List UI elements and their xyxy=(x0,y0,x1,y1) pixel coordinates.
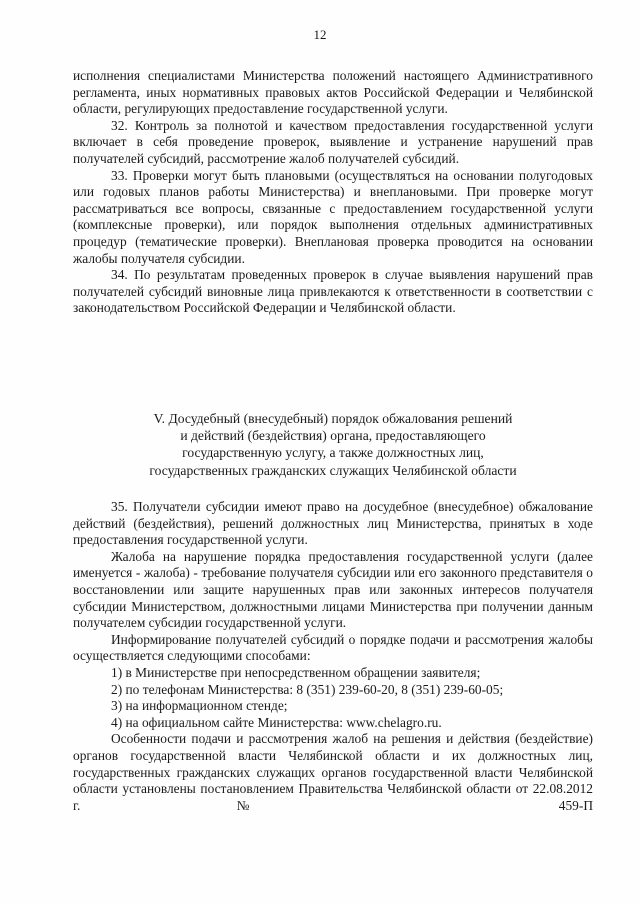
heading-line: и действий (бездействия) органа, предоставляющего xyxy=(180,428,486,444)
bottom-text-block xyxy=(73,499,593,814)
paragraph-32: 32. Контроль за полнотой и качеством предоставления государственной услуги включает в себя проведение проверок, выявление и устранение нарушений прав получателей субсидий, рассмотрение жалоб получателей субсидий. xyxy=(73,117,593,166)
heading-line: государственных гражданских служащих Челябинской области xyxy=(149,462,517,478)
heading-line: государственную услугу, а также должностных лиц, xyxy=(182,445,484,461)
list-item-method-4: 4) на официальном сайте Министерства: www.chelagro.ru. xyxy=(111,714,442,730)
paragraph-informing: Информирование получателей субсидий о порядке подачи и рассмотрения жалобы осуществляется следующими способами: xyxy=(73,631,593,664)
top-text-block xyxy=(73,68,593,317)
heading-line: V. Досудебный (внесудебный) порядок обжалования решений xyxy=(153,411,513,426)
list-item-method-2: 2) по телефонам Министерства: 8 (351) 239-60-20, 8 (351) 239-60-05; xyxy=(111,681,504,697)
paragraph-continuation: исполнения специалистами Министерства положений настоящего Административного регламента, иных нормативных правовых актов Российской Федерации и Челябинской области, регулирующих предоставление государственной услуги. xyxy=(73,68,593,117)
section-v-heading xyxy=(73,410,593,479)
paragraph-35: 35. Получатели субсидии имеют право на досудебное (внесудебное) обжалование действий (бездействия), решений должностных лиц Министерства, принятых в ходе предоставления государственной услуги. xyxy=(73,499,593,548)
list-item-method-3: 3) на информационном стенде; xyxy=(111,698,288,714)
paragraph-33: 33. Проверки могут быть плановыми (осуществляться на основании полугодовых или годовых планов работы Министерства) и внеплановыми. При проверке могут рассматриваться все вопросы, связанные с предоставлением государственной услуги (комплексные проверки), или порядок выполнения отдельных административных процедур (тематические проверки). Внеплановая проверка проводится на основании жалобы получателя субсидии. xyxy=(73,167,593,266)
page-number: 12 xyxy=(313,27,327,42)
paragraph-complaint-definition: Жалоба на нарушение порядка предоставления государственной услуги (далее именуется - жалоба) - требование получателя субсидии или его законного представителя о восстановлении или защите нарушенных прав или законных интересов получателя субсидии Министерством, должностными лицами Министерства при получении данным получателем субсидии государственной услуги. xyxy=(73,548,593,631)
paragraph-features: Особенности подачи и рассмотрения жалоб на решения и действия (бездействие) органов государственной власти Челябинской области и их должностных лиц, государственных гражданских служащих органов государственной власти Челябинской области установлены постановлением Правительства Челябинской области от 22.08.2012 г. № 459-П xyxy=(73,731,593,813)
list-item-method-1: 1) в Министерстве при непосредственном обращении заявителя; xyxy=(111,664,481,680)
paragraph-34: 34. По результатам проведенных проверок в случае выявления нарушений прав получателей субсидий виновные лица привлекаются к ответственности в соответствии с законодательством Российской Федерации и Челябинской области. xyxy=(73,267,593,316)
